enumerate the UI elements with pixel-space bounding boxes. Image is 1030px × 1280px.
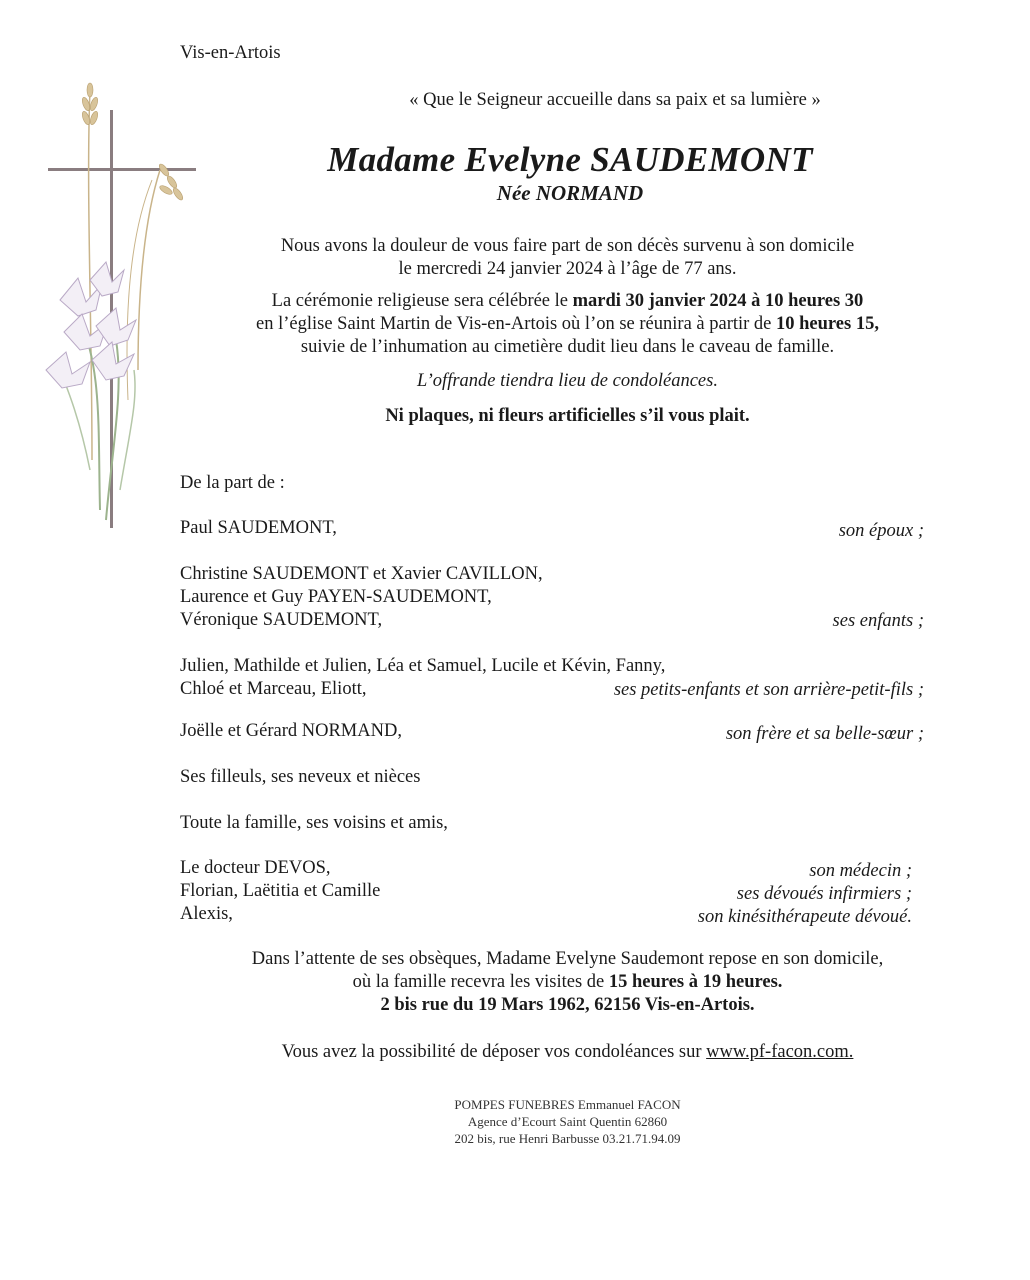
quote: « Que le Seigneur accueille dans sa paix et sa lumière » (409, 90, 821, 110)
maiden-name: Née NORMAND (496, 181, 644, 205)
from-label: De la part de : (180, 473, 285, 493)
family-godchildren: Ses filleuls, ses neveux et nièces (180, 767, 421, 787)
ceremony-text: La cérémonie religieuse sera célébrée le mardi 30 janvier 2024 à 10 heures 30 en l’église Saint Martin de Vis-en-Artois où l’on se réunira à partir de 10 heures 15, suivie de l’inhumation au cimetière dudit lieu dans le caveau de famille. (256, 291, 879, 357)
relation-spouse: son époux ; (838, 521, 924, 541)
deceased-name: Madame Evelyne SAUDEMONT (327, 140, 813, 179)
relation-grandchildren: ses petits-enfants et son arrière-petit-fils ; (613, 680, 924, 700)
offering-note: L’offrande tiendra lieu de condoléances. (417, 371, 718, 391)
condolences-line: Vous avez la possibilité de déposer vos condoléances sur www.pf-facon.com. (281, 1042, 854, 1062)
relation-children: ses enfants ; (832, 611, 924, 631)
family-caregivers: Le docteur DEVOS, Florian, Laëtitia et Camille Alexis, (180, 858, 381, 924)
relation-caregivers: son médecin ; ses dévoués infirmiers ; son kinésithérapeute dévoué. (697, 861, 912, 927)
family-sibling: Joëlle et Gérard NORMAND, (180, 721, 402, 741)
no-plaques-note: Ni plaques, ni fleurs artificielles s’il vous plait. (385, 406, 750, 426)
family-grandchildren: Julien, Mathilde et Julien, Léa et Samuel, Lucile et Kévin, Fanny, Chloé et Marceau, Eliott, (180, 656, 666, 699)
visit-info: Dans l’attente de ses obsèques, Madame Evelyne Saudemont repose en son domicile, où la famille recevra les visites de 15 heures à 19 heures. 2 bis rue du 19 Mars 1962, 62156 Vis-en-Artois. (251, 949, 884, 1015)
relation-sibling: son frère et sa belle-sœur ; (725, 724, 924, 744)
announcement-text: Nous avons la douleur de vous faire part de son décès survenu à son domicile le mercredi 24 janvier 2024 à l’âge de 77 ans. (280, 236, 855, 279)
location-heading: Vis-en-Artois (180, 43, 281, 63)
family-spouse: Paul SAUDEMONT, (180, 518, 337, 538)
family-friends: Toute la famille, ses voisins et amis, (180, 813, 448, 833)
funeral-home-footer: POMPES FUNEBRES Emmanuel FACON Agence d’Ecourt Saint Quentin 62860 202 bis, rue Henri Barbusse 03.21.71.94.09 (454, 1097, 681, 1146)
condolences-link[interactable]: www.pf-facon.com. (706, 1042, 854, 1062)
family-children: Christine SAUDEMONT et Xavier CAVILLON, Laurence et Guy PAYEN-SAUDEMONT, Véronique SAUDEMONT, (180, 564, 543, 630)
